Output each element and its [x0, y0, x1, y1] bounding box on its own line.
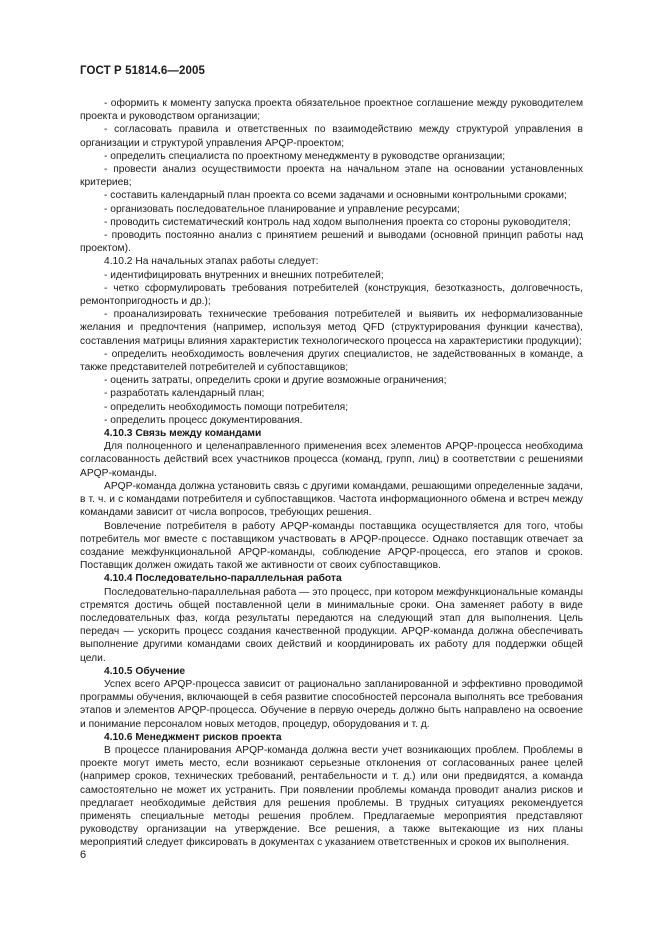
- list-item: - оформить к моменту запуска проекта обязательное проектное соглашение между руководителем проекта и руководством организации;: [80, 98, 583, 123]
- list-item: - оценить затраты, определить сроки и другие возможные ограничения;: [104, 375, 447, 387]
- paragraph: 4.10.2 На начальных этапах работы следует:: [104, 256, 319, 268]
- list-item: - определить специалиста по проектному менеджменту в руководстве организации;: [104, 150, 506, 162]
- section-heading-title: Последовательно-параллельная работа: [135, 573, 342, 585]
- section-heading: [80, 731, 583, 744]
- paragraph: В процессе планирования APQP-команда должна вести учет возникающих проблем. Проблемы в проекте могут иметь место, если возникают серьезные отклонения от согласованных ранее целей (например сроков, технических требований, рентабельности и т. д.) или они предвидятся, а команда самостоятельно не может их устранить. При появлении проблемы команда проводит анализ рисков и предлагает необходимые действия для решения проблемы. В трудных ситуациях рекомендуется применять специальные методы решения проблем. Предлагаемые мероприятия представляют руководству организации на утверждение. Все решения, а также вытекающие из них планы мероприятий следует фиксировать в документах с указанием ответственных и сроков их выполнения.: [80, 744, 583, 849]
- list-item: - четко сформулировать требования потребителей (конструкция, безотказность, долговечность, ремонтопригодность и др.);: [80, 282, 583, 308]
- paragraph: Для полноценного и целенаправленного применения всех элементов APQP-процесса необходима согласованность действий всех участников процесса (команд, групп, лиц) в соответствии с решениями APQP-команды.: [80, 441, 583, 479]
- section-heading-text: 4.10.5: [104, 665, 133, 677]
- paragraph: Успех всего APQP-процесса зависит от рационально запланированной и эффективно проводимой программы обучения, включающей в себя развитие способностей персонала выполнять все требования этапов и элементов APQP-процесса. Обучение в первую очередь должно быть направлено на освоение и понимание персоналом новых методов, процедур, оборудования и т. д.: [80, 678, 583, 730]
- section-heading: [80, 572, 583, 585]
- section-heading-text: 4.10.4: [104, 573, 133, 585]
- paragraph: APQP-команда должна установить связь с другими командами, решающими определенные задачи, в т. ч. и с командами потребителя и субпоставщиков. Частота информационного обмена и встреч между командами зависит от числа вопросов, требующих решения.: [80, 480, 583, 519]
- list-item: - согласовать правила и ответственных по взаимодействию между структурой управления в организации и структурой управления APQP-проектом;: [80, 124, 583, 149]
- paragraph: Последовательно-параллельная работа — это процесс, при котором межфункциональные команды стремятся достичь общей поставленной цели в минимальные сроки. Она заменяет работу в виде последовательных фаз, когда результаты передаются на следующий этап для выполнения. Цель передач — ускорить процесс создания качественной продукции. APQP-команда должна обеспечивать выполнение другими командами своих действий и координировать их работу для поддержки общей цели.: [80, 586, 583, 664]
- page-number: 6: [80, 849, 87, 861]
- list-item: - проводить систематический контроль над ходом выполнения проекта со стороны руководителя;: [104, 216, 571, 228]
- section-heading: [80, 665, 583, 678]
- paragraph: Вовлечение потребителя в работу APQP-команды поставщика осуществляется для того, чтобы потребитель мог вместе с поставщиком участвовать в APQP-процессе. Однако поставщик отвечает за создание межфункциональной APQP-команды, соблюдение APQP-процесса, его этапов и сроков. Поставщик должен ожидать такой же активности от своих субпоставщиков.: [80, 520, 583, 572]
- list-item: - провести анализ осуществимости проекта на начальном этапе на основании установленных критериев;: [80, 164, 583, 189]
- document-header: ГОСТ Р 51814.6—2005: [80, 65, 205, 77]
- list-item: - определить необходимость помощи потребителя;: [104, 401, 349, 413]
- document-body: [80, 97, 583, 850]
- section-heading-title: Менеджмент рисков проекта: [135, 731, 282, 743]
- list-item: - составить календарный план проекта со всеми задачами и основными контрольными сроками;: [104, 190, 567, 202]
- list-item: - определить необходимость вовлечения других специалистов, не задействованных в команде, а также представителей потребителей и субпоставщиков;: [80, 348, 583, 374]
- list-item: - разработать календарный план;: [104, 388, 265, 400]
- section-heading: [80, 427, 583, 440]
- section-heading-text: 4.10.6: [104, 731, 133, 743]
- list-item: - проводить постоянно анализ с принятием решений и выводами (основной принцип работы над проектом).: [80, 230, 583, 255]
- list-item: - организовать последовательное планирование и управление ресурсами;: [104, 203, 460, 215]
- section-heading-title: Связь между командами: [135, 428, 262, 440]
- list-item: - идентифицировать внутренних и внешних потребителей;: [104, 269, 384, 281]
- section-heading-title: Обучение: [135, 665, 186, 677]
- section-heading-text: 4.10.3: [104, 428, 133, 440]
- list-item: - определить процесс документирования.: [104, 414, 303, 426]
- list-item: - проанализировать технические требования потребителей и выявить их неформализованные желания и предпочтения (например, используя метод QFD (структурирования функции качества), составления матрицы влияния характеристик технологического процесса на характеристики продукции);: [80, 309, 583, 347]
